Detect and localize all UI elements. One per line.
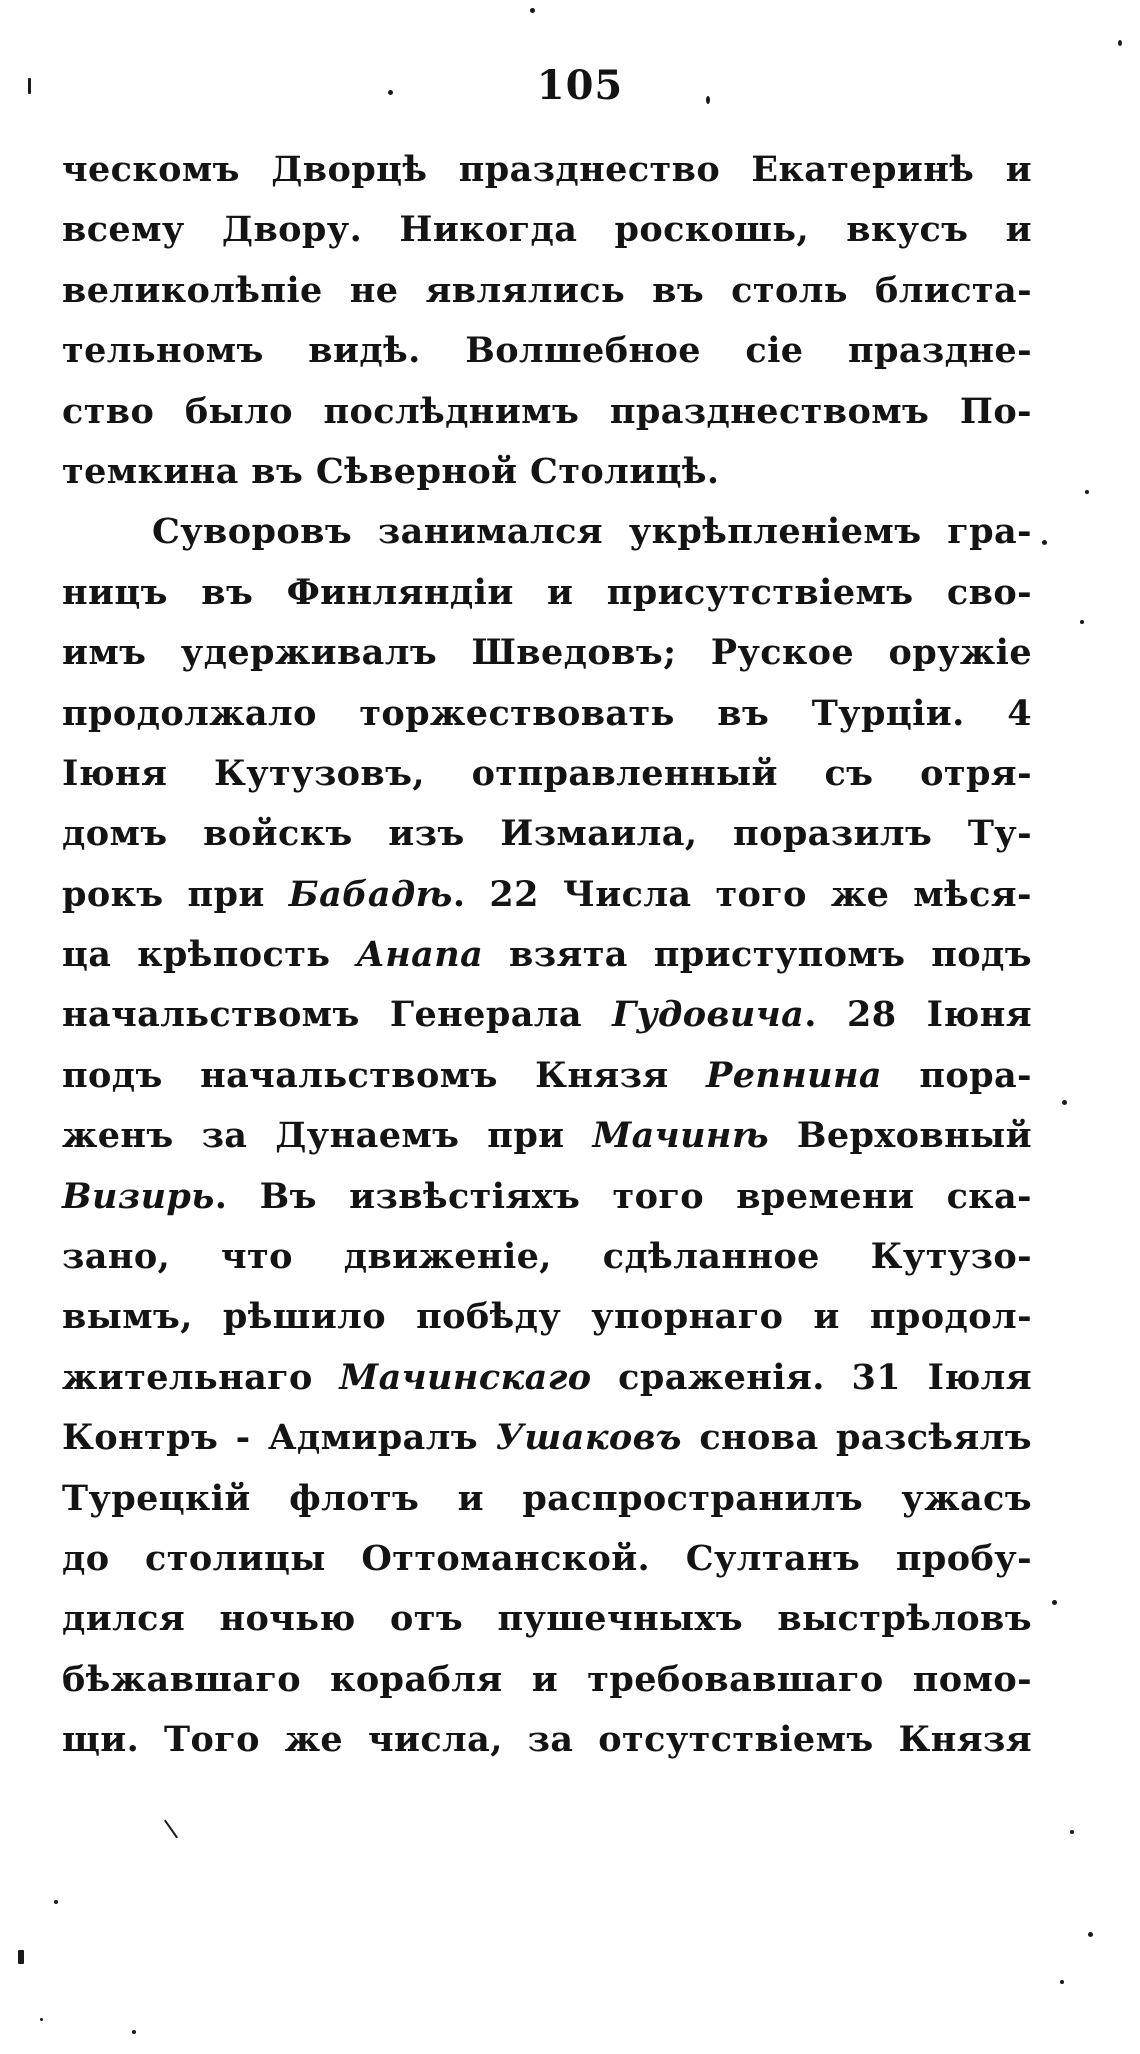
text-run: бѣжавшаго корабля и требовавшаго помо- (62, 1658, 1032, 1700)
scan-speck (388, 90, 393, 95)
text-line (62, 744, 1032, 804)
scan-speck (1060, 1980, 1064, 1984)
italic-name: Гудовича (612, 994, 805, 1036)
text-run: . 28 Іюня (804, 994, 1032, 1036)
scan-speck (1062, 1100, 1067, 1105)
text-run: великолѣпіе не являлись въ столь блиста- (62, 269, 1032, 311)
text-line (62, 321, 1032, 381)
text-run: пора- (882, 1054, 1032, 1096)
page-number: 105 (536, 62, 624, 109)
text-line (62, 925, 1032, 985)
text-line (62, 1227, 1032, 1287)
scan-speck (18, 1950, 24, 1964)
italic-name: Визирь (62, 1175, 215, 1217)
italic-name: Ушаковъ (495, 1417, 682, 1459)
text-run: домъ войскъ изъ Измаила, поразилъ Ту- (62, 813, 1032, 855)
text-line (62, 804, 1032, 864)
text-run: женъ за Дунаемъ при (62, 1115, 593, 1157)
text-run: вымъ, рѣшило побѣду упорнаго и продол- (62, 1296, 1032, 1338)
italic-name: Анапа (356, 934, 484, 976)
text-line (62, 502, 1032, 562)
text-run: щи. Того же числа, за отсутствіемъ Князя (62, 1719, 1032, 1761)
text-run: взята приступомъ подъ (483, 934, 1032, 976)
text-run: ство было послѣднимъ празднествомъ По- (62, 390, 1032, 432)
scan-speck (706, 96, 710, 104)
scan-speck (1052, 1600, 1057, 1605)
text-run: начальствомъ Генерала (62, 994, 613, 1036)
text-run: Верховный (768, 1115, 1032, 1157)
italic-name: Мачинѣ (592, 1115, 769, 1157)
scan-speck (1080, 620, 1084, 624)
italic-name: Бабадѣ (288, 873, 453, 915)
scan-speck (28, 78, 31, 94)
text-line (62, 623, 1032, 683)
text-line (62, 200, 1032, 260)
italic-name: Мачинскаго (339, 1356, 592, 1398)
italic-name: Репнина (706, 1054, 882, 1096)
body-text (62, 140, 1032, 1771)
text-run: имъ удерживалъ Шведовъ; Руское оружіе (62, 632, 1032, 674)
text-line (62, 1046, 1032, 1106)
text-run: зано, что движеніе, сдѣланное Кутузо- (62, 1236, 1032, 1278)
scan-speck (54, 1900, 58, 1904)
scan-speck (40, 2018, 43, 2021)
text-line (62, 684, 1032, 744)
text-line (62, 1469, 1032, 1529)
text-line (62, 1710, 1032, 1770)
text-line (62, 140, 1032, 200)
text-line (62, 1650, 1032, 1710)
scan-speck (1070, 1830, 1074, 1834)
scan-speck (132, 2030, 136, 2034)
text-run: темкина въ Сѣверной Столицѣ. (62, 450, 720, 492)
text-line (62, 563, 1032, 623)
text-run: . 22 Числа того же мѣся- (452, 873, 1032, 915)
scan-speck (1118, 40, 1122, 46)
text-run: . Въ извѣстіяхъ того времени ска- (214, 1175, 1032, 1217)
text-run: дился ночью отъ пушечныхъ выстрѣловъ (62, 1598, 1032, 1640)
text-run: до столицы Оттоманской. Султанъ пробу- (62, 1537, 1032, 1579)
scan-speck (530, 8, 535, 13)
text-line (62, 1348, 1032, 1408)
text-run: снова разсѣялъ (681, 1417, 1033, 1459)
text-run: рокъ при (62, 873, 289, 915)
text-line (62, 1167, 1032, 1227)
text-line (62, 1589, 1032, 1649)
text-line (62, 1529, 1032, 1589)
text-run: Контръ - Адмиралъ (62, 1417, 496, 1459)
text-line (62, 1287, 1032, 1347)
scan-speck (1088, 1932, 1093, 1937)
text-line (62, 382, 1032, 442)
text-run: Суворовъ занимался укрѣпленіемъ гра- (152, 511, 1032, 553)
text-run: продолжало торжествовать въ Турціи. 4 (62, 692, 1032, 734)
text-line (62, 865, 1032, 925)
text-line (62, 261, 1032, 321)
text-run: всему Двору. Никогда роскошь, вкусъ и (62, 209, 1032, 251)
text-line (62, 1106, 1032, 1166)
text-line (62, 985, 1032, 1045)
scan-speck (1042, 540, 1047, 545)
text-line (62, 442, 1032, 502)
text-run: Турецкій флотъ и распространилъ ужасъ (62, 1477, 1032, 1519)
text-run: ницъ въ Финляндіи и присутствіемъ сво- (62, 571, 1032, 613)
scan-speck (164, 1819, 178, 1838)
text-run: тельномъ видѣ. Волшебное сіе праздне- (62, 330, 1032, 372)
text-run: ческомъ Дворцѣ празднество Екатеринѣ и (62, 149, 1032, 190)
text-run: сраженія. 31 Іюля (591, 1356, 1032, 1398)
text-run: Іюня Кутузовъ, отправленный съ отря- (62, 752, 1032, 794)
scan-speck (1085, 490, 1089, 494)
text-run: ца крѣпость (62, 934, 357, 976)
text-run: жительнаго (62, 1356, 340, 1398)
text-run: подъ начальствомъ Князя (62, 1054, 706, 1096)
text-line (62, 1408, 1032, 1468)
